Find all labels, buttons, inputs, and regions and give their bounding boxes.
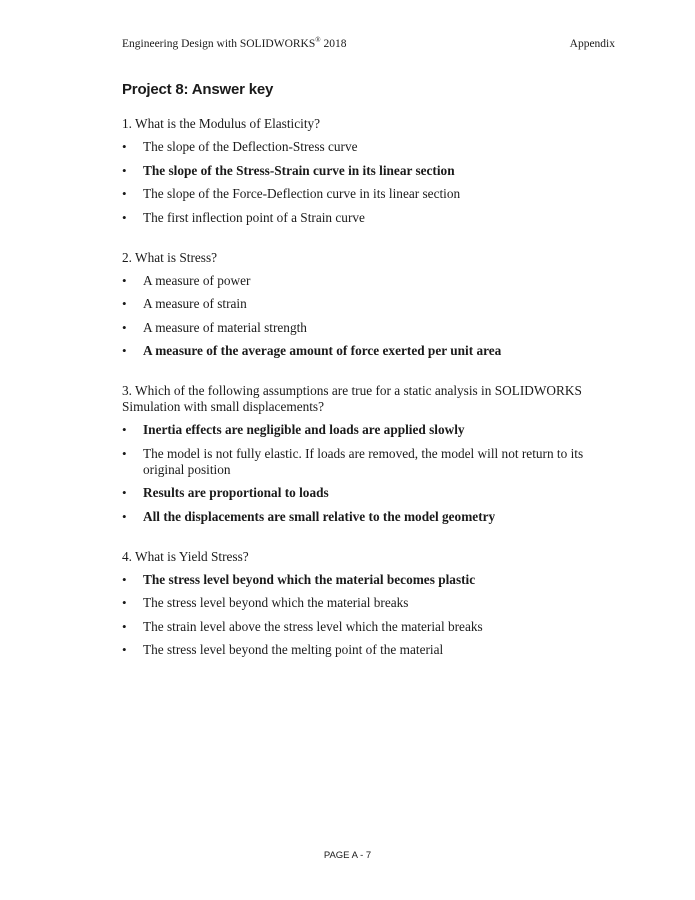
section-label: Appendix <box>569 38 615 50</box>
bullet-icon: • <box>122 343 127 358</box>
bullet-icon: • <box>122 186 127 201</box>
bullet-icon: • <box>122 595 127 610</box>
question-1 <box>122 116 602 226</box>
option-text: A measure of strain <box>143 296 247 311</box>
option-text: A measure of the average amount of force exerted per unit area <box>143 343 502 358</box>
option-text: The stress level beyond the melting point of the material <box>143 642 444 657</box>
bullet-icon: • <box>122 642 127 657</box>
correct-option <box>122 343 602 359</box>
bullet-icon: • <box>122 272 127 288</box>
page-title: Project 8: Answer key <box>122 81 274 98</box>
option-text: Inertia effects are negligible and loads are applied slowly <box>143 422 465 437</box>
option-text: The model is not fully elastic. If loads are removed, the model will not return to its original position <box>143 445 584 477</box>
question-text: 2. What is Stress? <box>122 249 218 265</box>
option-text: The stress level beyond which the material breaks <box>143 595 409 610</box>
question-text: 1. What is the Modulus of Elasticity? <box>122 116 321 131</box>
bullet-icon: • <box>122 618 127 634</box>
correct-option <box>122 509 602 525</box>
correct-option <box>122 572 602 588</box>
bullet-icon: • <box>122 445 127 461</box>
question-text: 3. Which of the following assumptions are true for a static analysis in SOLIDWORKS Simulation with small displacements? <box>122 383 582 414</box>
option-text: A measure of material strength <box>143 319 307 335</box>
book-year: 2018 <box>323 38 347 50</box>
page-header <box>122 38 615 54</box>
option-text: The first inflection point of a Strain curve <box>143 209 365 225</box>
option-text: A measure of power <box>143 272 251 288</box>
option-list <box>122 273 602 360</box>
correct-option <box>122 163 602 179</box>
option <box>122 139 602 155</box>
option <box>122 595 602 611</box>
option-list <box>122 572 602 659</box>
question-2 <box>122 250 602 360</box>
option <box>122 273 602 289</box>
bullet-icon: • <box>122 319 127 335</box>
question-3 <box>122 383 602 525</box>
option <box>122 446 602 478</box>
question-4 <box>122 549 602 659</box>
option-text: The slope of the Force-Deflection curve in its linear section <box>143 186 461 201</box>
page-number: PAGE A - 7 <box>323 850 372 861</box>
option <box>122 320 602 336</box>
bullet-icon: • <box>122 422 127 437</box>
option <box>122 296 602 312</box>
option <box>122 642 602 658</box>
option-text: The slope of the Deflection-Stress curve <box>143 139 358 154</box>
bullet-icon: • <box>122 162 127 178</box>
correct-option <box>122 422 602 438</box>
bullet-icon: • <box>122 139 127 154</box>
option-text: Results are proportional to loads <box>143 485 329 500</box>
option <box>122 186 602 202</box>
option-list <box>122 422 602 525</box>
option-text: The stress level beyond which the material becomes plastic <box>143 571 476 587</box>
option-text: The slope of the Stress-Strain curve in its linear section <box>143 162 455 178</box>
book-title-text: Engineering Design with SOLIDWORKS <box>122 38 316 50</box>
option-list <box>122 139 602 226</box>
bullet-icon: • <box>122 485 127 500</box>
bullet-icon: • <box>122 508 127 524</box>
question-text: 4. What is Yield Stress? <box>122 548 249 564</box>
correct-option <box>122 485 602 501</box>
bullet-icon: • <box>122 209 127 225</box>
bullet-icon: • <box>122 571 127 587</box>
option-text: All the displacements are small relative to the model geometry <box>143 508 496 524</box>
answer-key-content <box>122 116 602 682</box>
option <box>122 210 602 226</box>
book-title <box>122 38 346 50</box>
registered-mark: ® <box>315 36 321 45</box>
option-text: The strain level above the stress level which the material breaks <box>143 618 483 634</box>
option <box>122 619 602 635</box>
bullet-icon: • <box>122 296 127 311</box>
